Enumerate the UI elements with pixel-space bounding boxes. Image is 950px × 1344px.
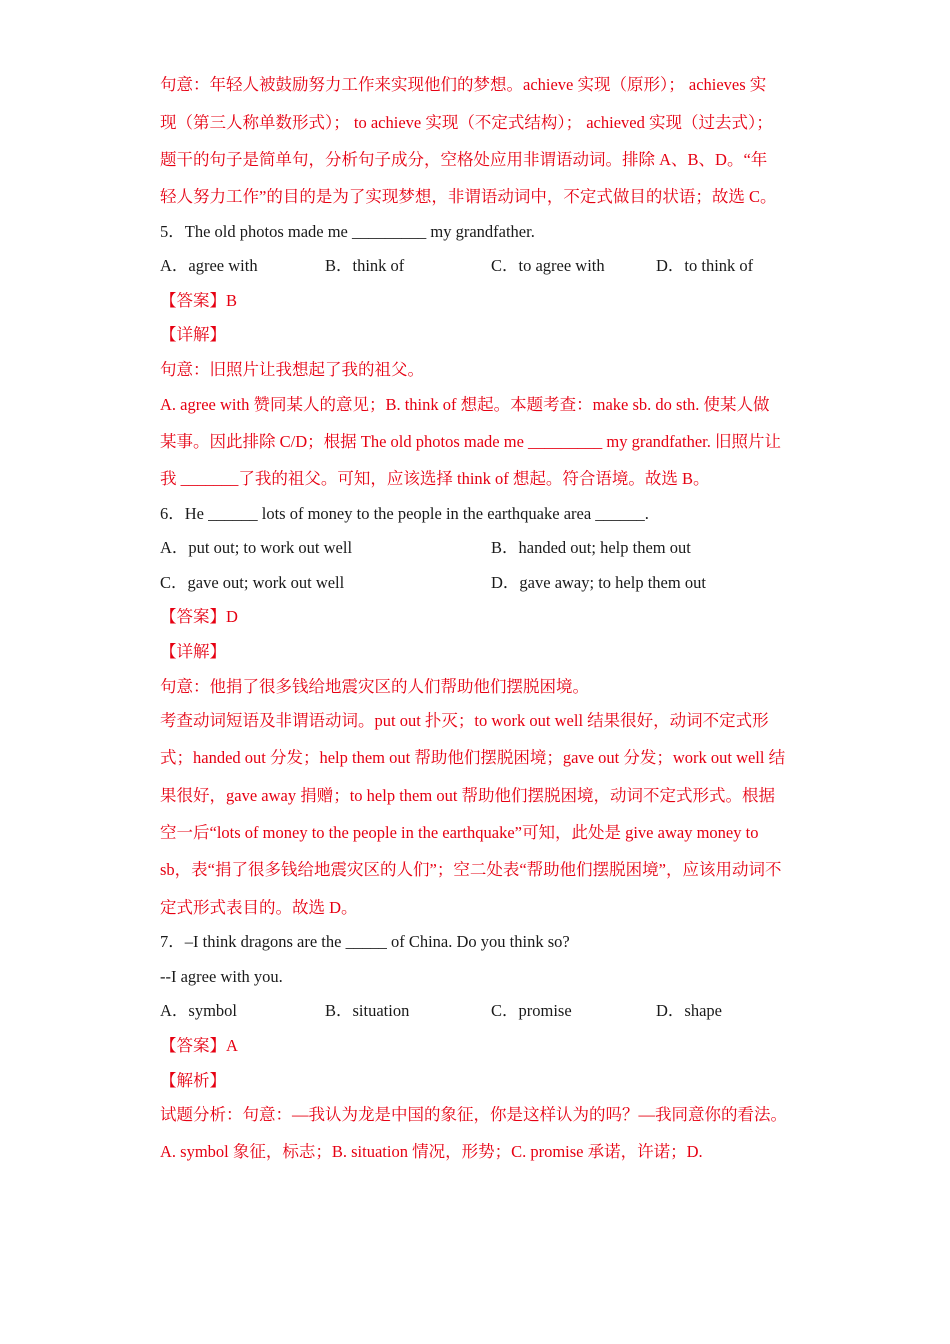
- q5-option-a: A．agree with: [160, 256, 258, 275]
- q5-explanation-line: 某事。因此排除 C/D；根据 The old photos made me _________ my grandfather. 旧照片让: [160, 432, 781, 451]
- q6-explanation-line: sb，表“捐了很多钱给地震灾区的人们”；空二处表“帮助他们摆脱困境”，应该用动词不: [160, 860, 782, 879]
- q6-explanation-line: 考查动词短语及非谓语动词。put out 扑灭；to work out well 结果很好，动词不定式形: [160, 711, 769, 730]
- q6-option-c: C．gave out; work out well: [160, 573, 345, 592]
- q6-explanation-line: 式；handed out 分发；help them out 帮助他们摆脱困境；gave out 分发；work out well 结: [160, 748, 786, 767]
- q4-explanation-line: 轻人努力工作”的目的是为了实现梦想，非谓语动词中，不定式做目的状语；故选 C。: [160, 187, 777, 206]
- q5-option-d: D．to think of: [656, 256, 754, 275]
- q6-explanation-line: 果很好，gave away 捐赠；to help them out 帮助他们摆脱困境，动词不定式形式。根据: [160, 786, 776, 805]
- q5-option-b: B．think of: [325, 256, 405, 275]
- q5-explanation-line: A. agree with 赞同某人的意见；B. think of 想起。本题考查：make sb. do sth. 使某人做: [160, 395, 770, 414]
- q5-meaning: 句意：旧照片让我想起了我的祖父。: [160, 360, 424, 379]
- q6-option-a: A．put out; to work out well: [160, 538, 353, 557]
- q7-reply: --I agree with you.: [160, 967, 283, 986]
- q7-option-b: B．situation: [325, 1001, 410, 1020]
- q7-explanation-line: 试题分析：句意：—我认为龙是中国的象征，你是这样认为的吗？—我同意你的看法。: [160, 1105, 787, 1124]
- q7-answer: 【答案】A: [160, 1036, 238, 1055]
- q7-option-c: C．promise: [491, 1001, 572, 1020]
- q7-detail-label: 【解析】: [160, 1071, 226, 1090]
- q6-option-d: D．gave away; to help them out: [491, 573, 706, 592]
- q6-answer: 【答案】D: [160, 607, 238, 626]
- q5-detail-label: 【详解】: [160, 325, 226, 344]
- q6-option-b: B．handed out; help them out: [491, 538, 691, 557]
- q5-option-c: C．to agree with: [491, 256, 605, 275]
- q5-stem: 5．The old photos made me _________ my grandfather.: [160, 222, 535, 241]
- q7-option-a: A．symbol: [160, 1001, 238, 1020]
- q6-detail-label: 【详解】: [160, 642, 226, 661]
- q7-stem: 7．–I think dragons are the _____ of China. Do you think so?: [160, 932, 570, 951]
- q6-stem: 6．He ______ lots of money to the people in the earthquake area ______.: [160, 504, 649, 523]
- q4-explanation-line: 句意：年轻人被鼓励努力工作来实现他们的梦想。achieve 实现（原形）； achieves 实: [160, 75, 767, 94]
- q4-explanation-line: 题干的句子是简单句，分析句子成分，空格处应用非谓语动词。排除 A、B、D。“年: [160, 150, 768, 169]
- q7-explanation-line: A. symbol 象征，标志；B. situation 情况，形势；C. promise 承诺，许诺；D.: [160, 1142, 703, 1161]
- q6-explanation-line: 空一后“lots of money to the people in the earthquake”可知，此处是 give away money to: [160, 823, 759, 842]
- q6-meaning: 句意：他捐了很多钱给地震灾区的人们帮助他们摆脱困境。: [160, 677, 589, 696]
- q4-explanation-line: 现（第三人称单数形式）； to achieve 实现（不定式结构）； achieved 实现（过去式）；: [160, 113, 773, 132]
- q6-explanation-line: 定式形式表目的。故选 D。: [160, 898, 358, 917]
- q7-option-d: D．shape: [656, 1001, 722, 1020]
- q5-answer: 【答案】B: [160, 291, 238, 310]
- q5-explanation-line: 我 _______了我的祖父。可知，应该选择 think of 想起。符合语境。故选 B。: [160, 469, 710, 488]
